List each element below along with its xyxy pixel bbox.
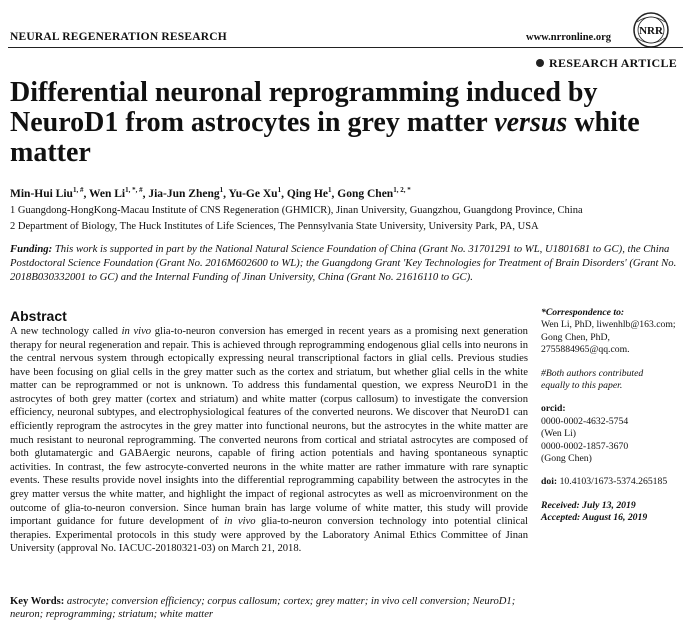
title-line-2-a: NeuroD1 from astrocytes in grey matter bbox=[10, 107, 495, 138]
author[interactable]: Wen $Li^{1, *, \#}$ bbox=[89, 186, 143, 200]
orcid-id[interactable]: 0000-0002-1857-3670 bbox=[541, 440, 629, 452]
author[interactable]: Jia-Jun Zheng$^1$ bbox=[148, 186, 224, 200]
title-line-1: Differential neuronal reprogramming induced by bbox=[10, 77, 598, 108]
funding-text: This work is supported in part by the National Natural Science Foundation of China (Grant No. 31701291 to WL, U1801681 to GC), the China Postdoctoral Science Foundation (Grant No. 2016M602600 to WL); the Guangdong Grant 'Key Technologies for Treatment of Brain Disorders' (Grant No. 2018B030332001 to GC) and the Internal Funding of Jinan University, China (Grant No. 21616110 to GC). bbox=[10, 243, 677, 283]
header-rule bbox=[8, 47, 683, 48]
author[interactable]: Qing He$^1$ bbox=[286, 186, 332, 200]
accepted-date: Accepted: August 16, 2019 bbox=[541, 512, 648, 524]
keywords-label: Key Words: bbox=[10, 596, 65, 607]
affiliation-1: 1 Guangdong-HongKong-Macau Institute of CNS Regeneration (GHMICR), Jinan University, Guangzhou, Guangdong Province, China bbox=[10, 205, 583, 216]
title-line-2-italic: versus bbox=[494, 107, 568, 138]
title-line-3: matter bbox=[10, 137, 91, 168]
author[interactable]: Yu-Ge Xu$^1$ bbox=[228, 186, 282, 200]
logo-text: NRR bbox=[639, 25, 663, 37]
orcid-owner: (Wen Li) bbox=[541, 428, 576, 440]
correspondence-line[interactable]: Wen Li, PhD, liwenhlb@163.com; bbox=[541, 319, 676, 331]
journal-url[interactable]: www.nrronline.org bbox=[526, 32, 611, 43]
article-title bbox=[10, 78, 650, 168]
title-line-2 bbox=[10, 108, 650, 138]
keywords-text: astrocyte; conversion efficiency; corpus callosum; cortex; grey matter; in vivo cell conversion; NeuroD1; neuron; reprogramming; striatum; white matter bbox=[10, 596, 516, 621]
funding-statement bbox=[10, 243, 678, 284]
title-line-2-c: white bbox=[567, 107, 640, 138]
author-list: Min-Hui Liu$^{1, \#}$, Wen $Li^{1, *, \#}$, Jia-Jun Zheng$^1$, Yu-Ge Xu$^1$, Qing He$^1$, Gong Chen$^{1, 2, *}$ bbox=[10, 186, 411, 200]
journal-logo bbox=[631, 10, 671, 50]
article-type-label bbox=[536, 56, 677, 71]
author[interactable]: Min-Hui Liu$^{1, \#}$ bbox=[10, 186, 84, 200]
correspondence-label: *Correspondence to: bbox=[541, 307, 625, 318]
funding-label: Funding: bbox=[10, 243, 53, 255]
affiliation-2: 2 Department of Biology, The Huck Institutes of Life Sciences, The Pennsylvania State University, University Park, PA, USA bbox=[10, 221, 539, 232]
bullet-icon bbox=[536, 59, 544, 67]
orcid-owner: (Gong Chen) bbox=[541, 453, 592, 465]
keywords bbox=[10, 595, 520, 621]
author[interactable]: Gong Chen$^{1, 2, *}$ bbox=[337, 186, 411, 200]
abstract-heading: Abstract bbox=[10, 308, 67, 324]
equal-contribution-note: equally to this paper. bbox=[541, 380, 623, 392]
correspondence-line[interactable]: 2755884965@qq.com. bbox=[541, 344, 630, 356]
article-sidebar bbox=[541, 307, 686, 525]
abstract-body: A new technology called in vivo glia-to-neuron conversion has emerged in recent years as a promising next generation therapy for neural regeneration and repair. This is achieved through reprogramming endogenous glial cells into neurons in the central nervous system through ectopically expressing neural transcriptional factors in glial cells. Previous studies have been focusing on glial cells in the grey matter such as the cortex and striatum, but whether glial cells in the white matter can be reprogrammed or not is unknown. To address this fundamental question, we express NeuroD1 in the astrocytes of both grey matter (cortex and striatum) and white matter (corpus callosum) to investigate the conversion efficiency, neuronal subtypes, and electrophysiological features of the converted neurons. We discover that NeuroD1 can efficiently reprogram the astrocytes in the grey matter into functional neurons, but the astrocytes in the white matter are much resistant to neuronal reprogramming. The converted neurons from cortical and striatal astrocytes are composed of both glutamatergic and GABAergic neurons, capable of firing action potentials and having spontaneous synaptic activities. In contrast, the few astrocyte-converted neurons in the white matter are rather immature with rare synaptic events. These results provide novel insights into the differential reprogramming capability between the astrocytes in the grey matter versus the white matter, and highlight the impact of regional astrocytes as well as microenvironment on the outcome of glia-to-neuron conversion. Since human brain has large volume of white matter, this study will provide important guidance for future development of in vivo glia-to-neuron conversion technology into potential clinical therapies. Experimental protocols in this study were approved by the Laboratory Animal Ethics Committee of Jinan University (approval No. IACUC-20180321-03) on March 21, 2018. bbox=[10, 326, 528, 555]
journal-name: NEURAL REGENERATION RESEARCH bbox=[10, 31, 227, 43]
article-type-text: RESEARCH ARTICLE bbox=[549, 56, 678, 70]
equal-contribution-note: #Both authors contributed bbox=[541, 367, 644, 379]
orcid-label: orcid: bbox=[541, 403, 566, 415]
correspondence-line: Gong Chen, PhD, bbox=[541, 331, 610, 343]
orcid-id[interactable]: 0000-0002-4632-5754 bbox=[541, 415, 629, 427]
doi[interactable]: doi: 10.4103/1673-5374.265185 bbox=[541, 476, 668, 488]
received-date: Received: July 13, 2019 bbox=[541, 499, 636, 511]
